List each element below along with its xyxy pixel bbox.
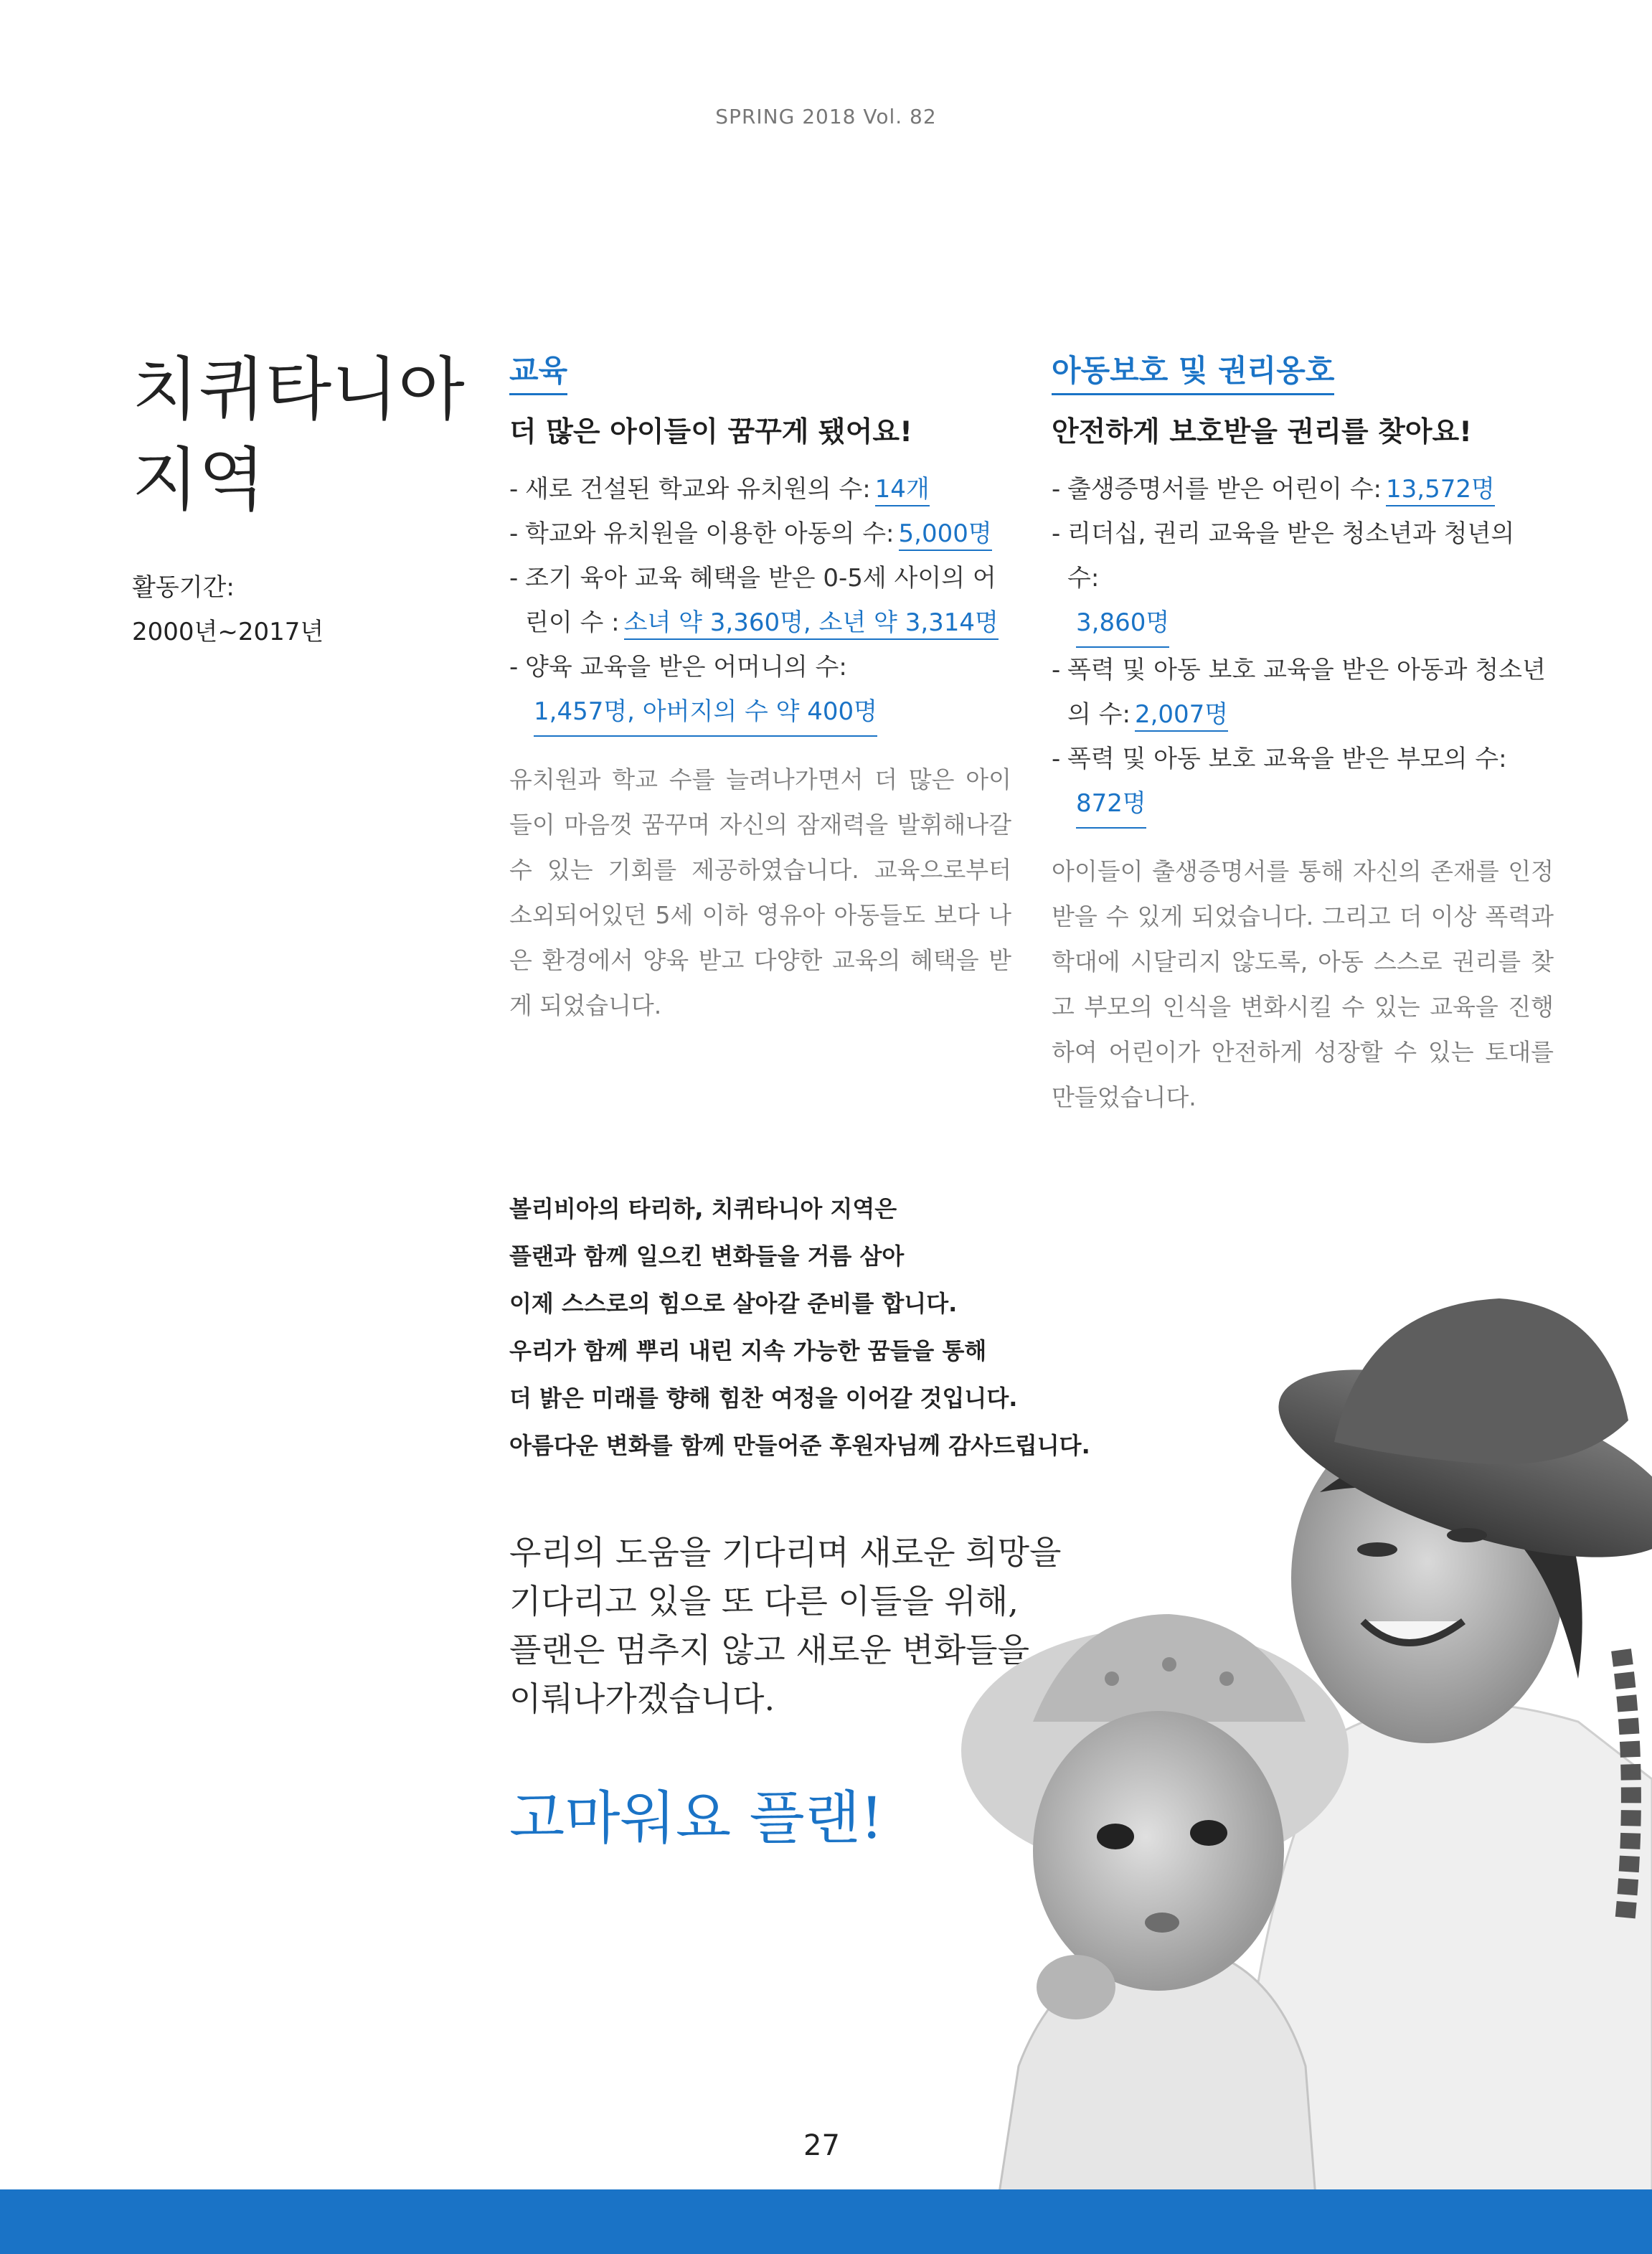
closing-line: 볼리비아의 타리하, 치퀴타니아 지역은 xyxy=(509,1195,897,1222)
stat-value: 13,572명 xyxy=(1386,475,1495,506)
closing-line: 이제 스스로의 힘으로 살아갈 준비를 합니다. xyxy=(509,1290,958,1317)
stat-label: 출생증명서를 받은 어린이 수: xyxy=(1067,475,1382,504)
education-subtitle: 더 많은 아이들이 꿈꾸게 됐어요! xyxy=(509,416,912,448)
protection-title: 아동보호 및 권리옹호 xyxy=(1052,347,1334,395)
closing-line: 플랜과 함께 일으킨 변화들을 거름 삼아 xyxy=(509,1242,905,1270)
activity-period xyxy=(132,565,324,654)
footer-bar xyxy=(0,2189,1652,2254)
closing-line: 우리가 함께 뿌리 내린 지속 가능한 꿈들을 통해 xyxy=(509,1337,987,1364)
education-paragraph: 유치원과 학교 수를 늘려나가면서 더 많은 아이들이 마음껏 꿈꾸며 자신의 잠재력을 발휘해나갈 수 있는 기회를 제공하였습니다. 교육으로부터 소외되어있던 5세 이하 영유아 아동들도 보다 나은 환경에서 양육 받고 다양한 교육의 혜택을 받게 되었습니다. xyxy=(509,765,1011,1019)
stat-value: 2,007명 xyxy=(1135,700,1228,732)
period-label: 활동기간: xyxy=(132,573,235,602)
stat-item xyxy=(509,556,1011,645)
education-stats xyxy=(509,467,1011,737)
stat-label: 학교와 유치원을 이용한 아동의 수: xyxy=(525,519,895,548)
message-line: 우리의 도움을 기다리며 새로운 희망을 xyxy=(509,1533,1062,1572)
stat-label: 리더십, 권리 교육을 받은 청소년과 청년의 수: xyxy=(1067,519,1515,593)
region-title-line: 지역 xyxy=(132,440,265,520)
stat-item xyxy=(509,511,1011,556)
protection-paragraph: 아이들이 출생증명서를 통해 자신의 존재를 인정받을 수 있게 되었습니다. 그리고 더 이상 폭력과 학대에 시달리지 않도록, 아동 스스로 권리를 찾고 부모의 인식을 변화시킬 수 있는 교육을 진행하여 어린이가 안전하게 성장할 수 있는 토대를 만들었습니다. xyxy=(1052,857,1554,1111)
stat-value: 1,457명, 아버지의 수 약 400명 xyxy=(534,689,877,737)
education-title: 교육 xyxy=(509,347,567,395)
stat-value: 3,860명 xyxy=(1076,600,1169,648)
stat-item xyxy=(509,467,1011,511)
stat-item xyxy=(1052,467,1554,511)
message-line: 플랜은 멈추지 않고 새로운 변화들을 xyxy=(509,1631,1030,1669)
message-line: 기다리고 있을 또 다른 이들을 위해, xyxy=(509,1582,1019,1621)
stat-value: 14개 xyxy=(875,475,930,506)
stat-label: 폭력 및 아동 보호 교육을 받은 아동과 청소년의 수: xyxy=(1067,656,1546,729)
woman-and-child-photo xyxy=(933,1277,1652,2254)
region-title xyxy=(132,344,465,525)
stat-value: 소녀 약 3,360명, 소년 약 3,314명 xyxy=(624,608,999,640)
protection-section xyxy=(1052,347,1554,1120)
issue-header: SPRING 2018 Vol. 82 xyxy=(715,105,937,128)
thanks-heading: 고마워요 플랜! xyxy=(509,1785,884,1852)
education-section xyxy=(509,347,1011,1028)
closing-line: 더 밝은 미래를 향해 힘찬 여정을 이어갈 것입니다. xyxy=(509,1385,1018,1412)
stat-item xyxy=(1052,648,1554,737)
stat-label: 조기 육아 교육 혜택을 받은 0-5세 사이의 어린이 수 : xyxy=(525,564,996,637)
stat-label: 새로 건설된 학교와 유치원의 수: xyxy=(525,475,871,504)
stat-label: 폭력 및 아동 보호 교육을 받은 부모의 수: xyxy=(1067,745,1507,773)
stat-value: 5,000명 xyxy=(899,519,992,551)
protection-stats xyxy=(1052,467,1554,829)
page-number: 27 xyxy=(803,2129,840,2162)
message-line: 이뤄나가겠습니다. xyxy=(509,1679,775,1718)
region-title-line: 치퀴타니아 xyxy=(132,349,465,430)
closing-line: 아름다운 변화를 함께 만들어준 후원자님께 감사드립니다. xyxy=(509,1432,1090,1459)
stat-item xyxy=(1052,737,1554,829)
period-value: 2000년~2017년 xyxy=(132,618,324,646)
stat-label: 양육 교육을 받은 어머니의 수: xyxy=(525,653,847,682)
stat-item xyxy=(1052,511,1554,648)
stat-item xyxy=(509,645,1011,737)
protection-subtitle: 안전하게 보호받을 권리를 찾아요! xyxy=(1052,416,1472,448)
stat-value: 872명 xyxy=(1076,781,1146,829)
